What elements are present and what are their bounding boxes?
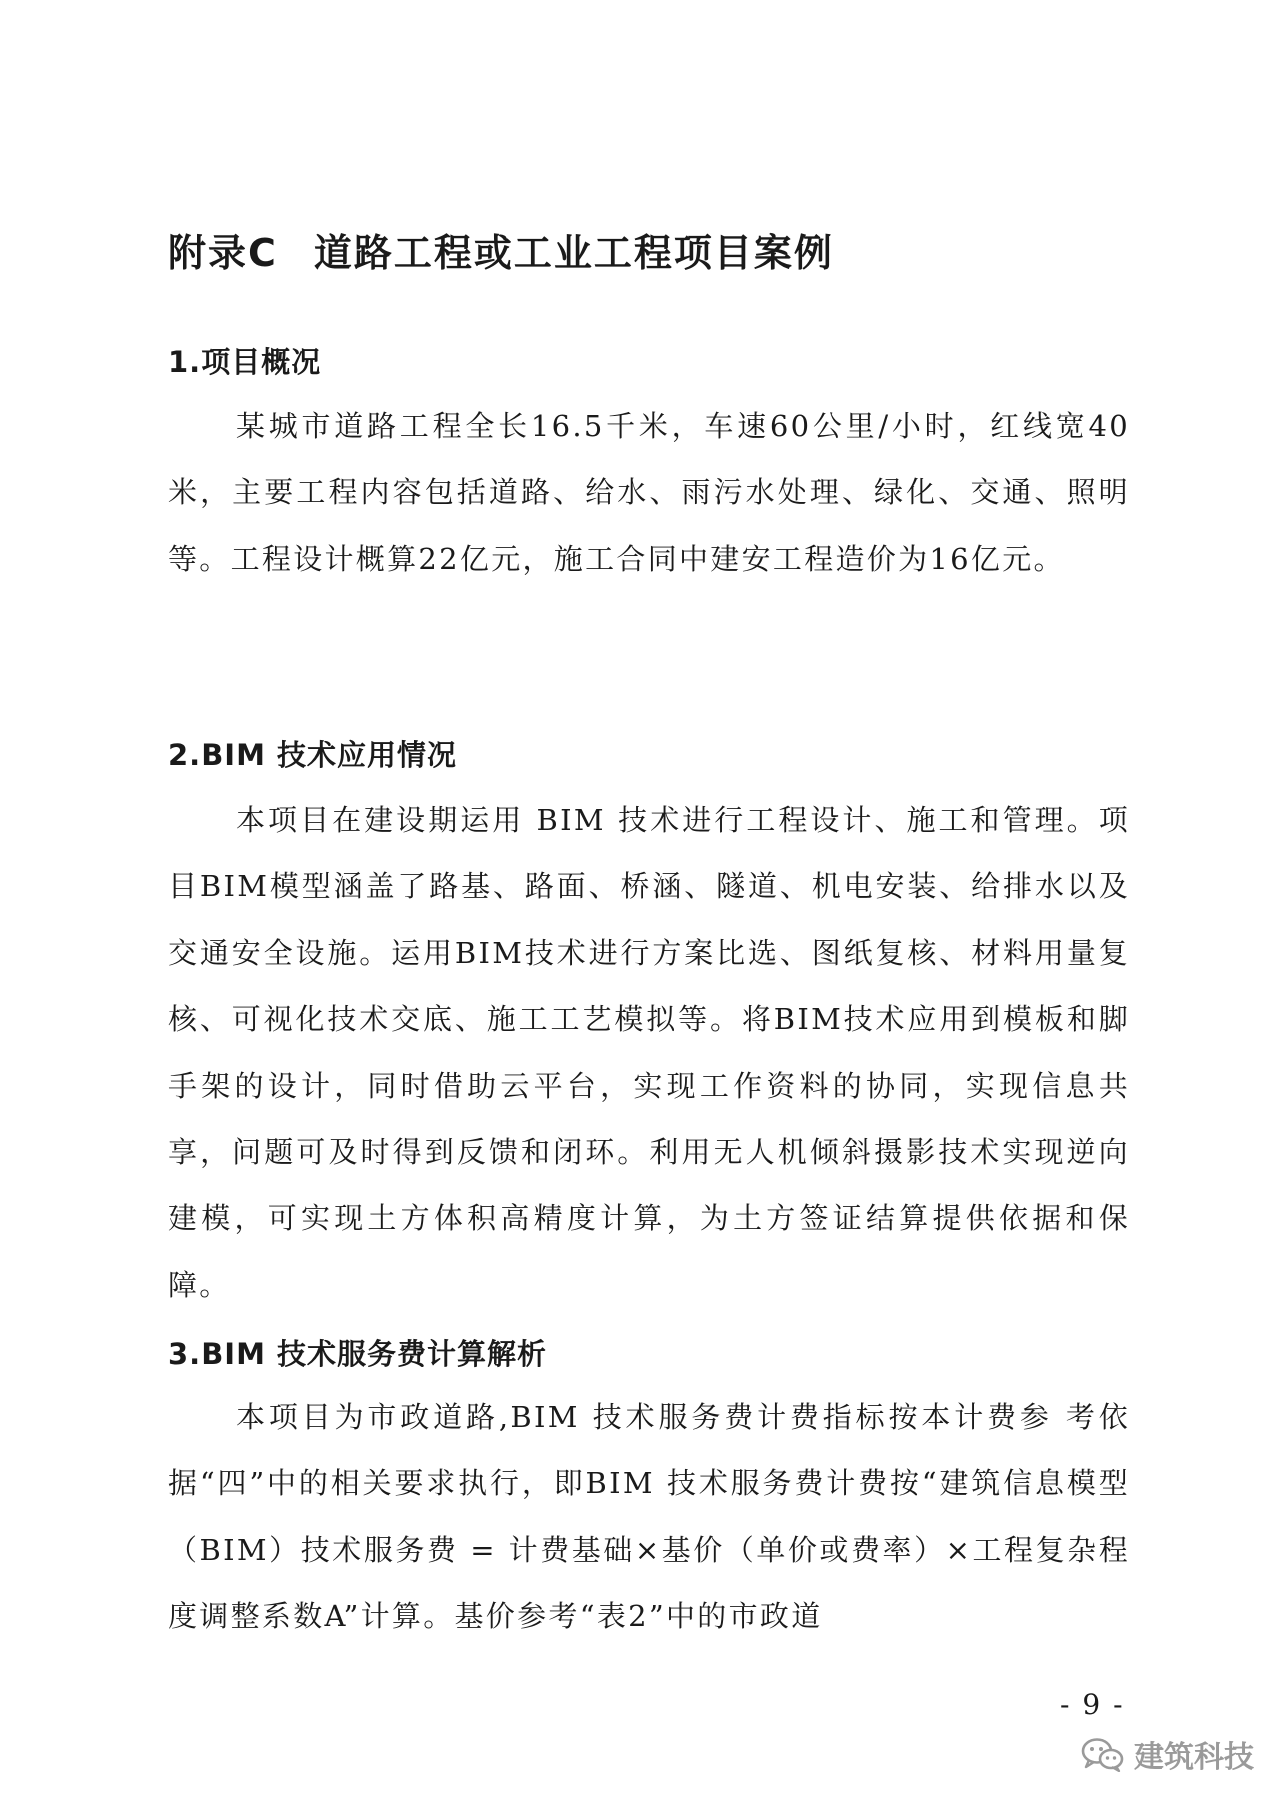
section-heading-overview: 1.项目概况 [168,345,322,379]
section-paragraph-fee-analysis: 本项目为市政道路,BIM 技术服务费计费指标按本计费参 考依据“四”中的相关要求执行，即BIM 技术服务费计费按“建筑信息模型（BIM）技术服务费 = 计费基础×基价（单价或费率）×工程复杂程度调整系数A”计算。基价参考“表2”中的市政道 [168,1400,1130,1634]
appendix-title: 道路工程或工业工程项目案例 [313,231,834,275]
page-title [168,222,834,277]
section-paragraph-bim-application: 本项目在建设期运用 BIM 技术进行工程设计、施工和管理。项目BIM模型涵盖了路基、路面、桥涵、隧道、机电安装、给排水以及交通安全设施。运用BIM技术进行方案比选、图纸复核、材料用量复核、可视化技术交底、施工工艺模拟等。将BIM技术应用到模板和脚手架的设计，同时借助云平台，实现工作资料的协同，实现信息共享，问题可及时得到反馈和闭环。利用无人机倾斜摄影技术实现逆向建模，可实现土方体积高精度计算，为土方签证结算提供依据和保障。 [168,803,1130,1302]
watermark [1080,1732,1254,1776]
page-number: - 9 - [1060,1688,1125,1721]
appendix-label: 附录C [168,231,278,275]
wechat-icon [1080,1736,1124,1772]
watermark-text: 建筑科技 [1134,1740,1254,1775]
section-heading-fee-analysis: 3.BIM 技术服务费计算解析 [168,1337,548,1371]
section-paragraph-overview: 某城市道路工程全长16.5千米，车速60公里/小时，红线宽40米，主要工程内容包括道路、给水、雨污水处理、绿化、交通、照明等。工程设计概算22亿元，施工合同中建安工程造价为16亿元。 [168,409,1130,576]
section-heading-bim-application: 2.BIM 技术应用情况 [168,738,458,772]
